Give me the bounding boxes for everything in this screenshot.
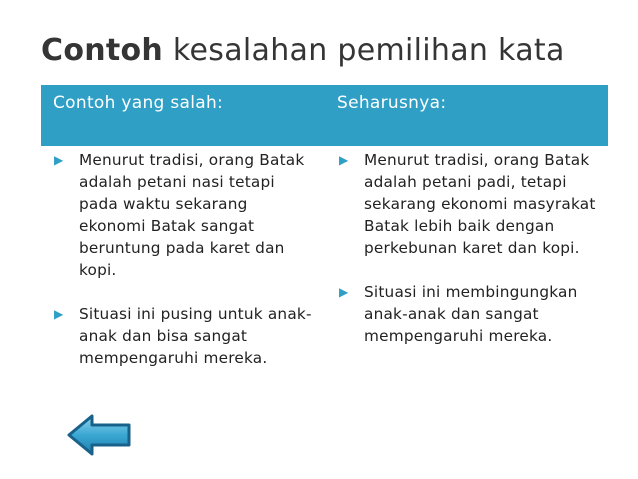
correct-example-text: Menurut tradisi, orang Batak adalah petani padi, tetapi sekarang ekonomi masyrakat Batak lebih baik dengan perkebunan karet dan kopi. bbox=[364, 151, 596, 257]
wrong-example-text: Situasi ini pusing untuk anak-anak dan bisa sangat mempengaruhi mereka. bbox=[79, 305, 312, 367]
correct-example-item bbox=[339, 149, 609, 259]
wrong-examples-list bbox=[54, 149, 314, 369]
arrow-bullet-icon: ▶ bbox=[54, 153, 64, 167]
table-header bbox=[41, 85, 608, 146]
arrow-bullet-icon: ▶ bbox=[339, 285, 349, 299]
header-right: Seharusnya: bbox=[337, 93, 447, 113]
arrow-bullet-icon: ▶ bbox=[54, 307, 64, 321]
slide-title bbox=[41, 33, 565, 68]
wrong-example-item bbox=[54, 303, 314, 369]
slide-title-rest: kesalahan pemilihan kata bbox=[163, 33, 565, 68]
correct-example-item bbox=[339, 281, 609, 347]
arrow-bullet-icon: ▶ bbox=[339, 153, 349, 167]
wrong-example-text: Menurut tradisi, orang Batak adalah petani nasi tetapi pada waktu sekarang ekonomi Batak sangat beruntung pada karet dan kopi. bbox=[79, 151, 305, 279]
correct-example-text: Situasi ini membingungkan anak-anak dan sangat mempengaruhi mereka. bbox=[364, 283, 578, 345]
correct-examples-list bbox=[339, 149, 609, 347]
header-left: Contoh yang salah: bbox=[53, 93, 224, 113]
wrong-example-item bbox=[54, 149, 314, 281]
back-button[interactable] bbox=[66, 413, 133, 457]
left-arrow-icon bbox=[66, 413, 133, 457]
slide-title-highlight: Contoh bbox=[41, 33, 164, 68]
